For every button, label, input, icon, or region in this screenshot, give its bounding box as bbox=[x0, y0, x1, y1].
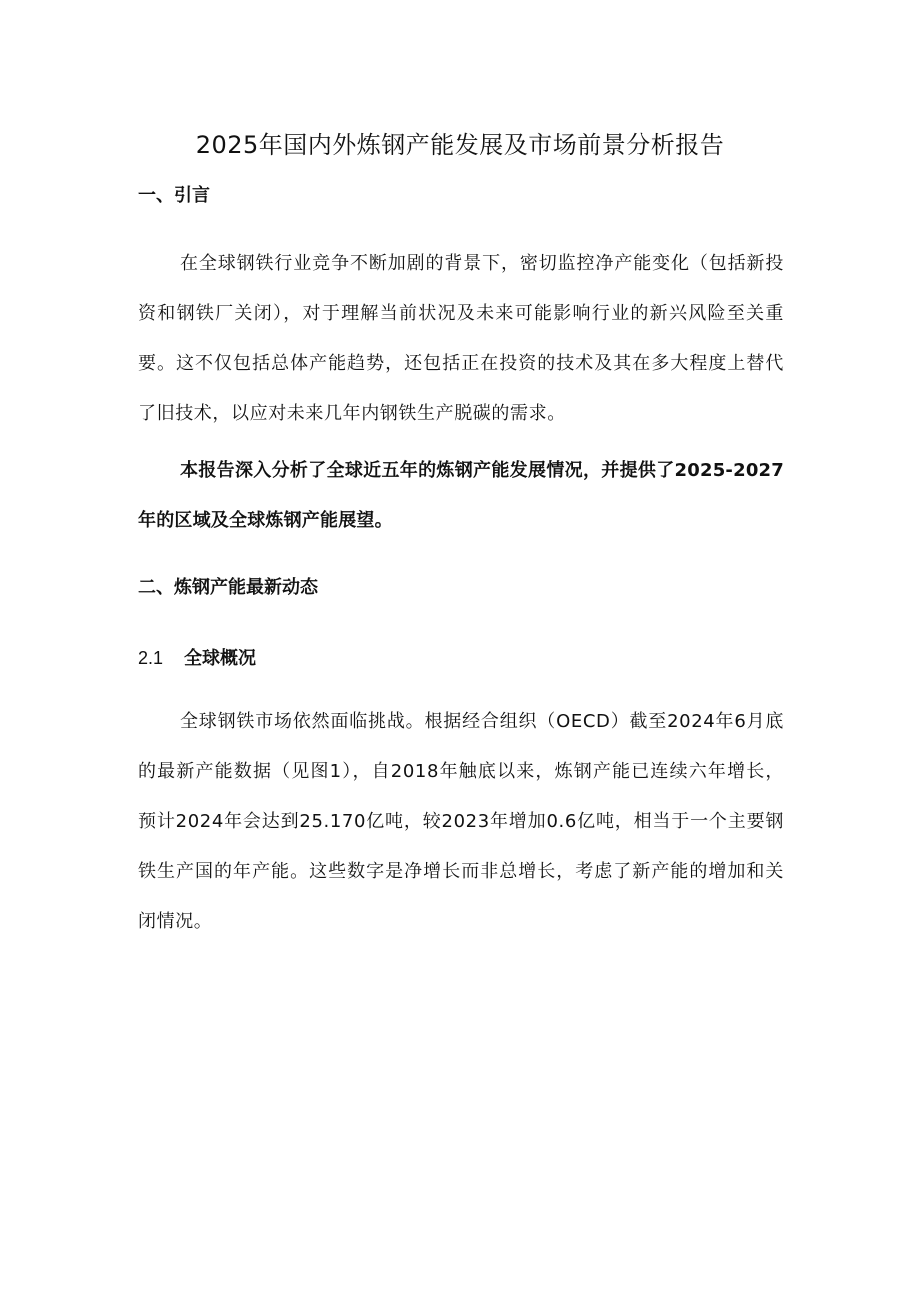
subsection-number: 2.1 bbox=[138, 648, 164, 668]
subsection-heading-global-overview bbox=[138, 645, 256, 672]
global-overview-paragraph: 全球钢铁市场依然面临挑战。根据经合组织（OECD）截至2024年6月底的最新产能数据（见图1），自2018年触底以来，炼钢产能已连续六年增长，预计2024年会达到25.170亿吨，较2023年增加0.6亿吨，相当于一个主要钢铁生产国的年产能。这些数字是净增长而非总增长，考虑了新产能的增加和关闭情况。 bbox=[138, 711, 784, 932]
document-title: 2025年国内外炼钢产能发展及市场前景分析报告 bbox=[195, 131, 725, 160]
section-heading-introduction: 一、引言 bbox=[138, 185, 210, 206]
report-summary-paragraph: 本报告深入分析了全球近五年的炼钢产能发展情况，并提供了2025-2027年的区域及全球炼钢产能展望。 bbox=[138, 460, 784, 531]
introduction-paragraph: 在全球钢铁行业竞争不断加剧的背景下，密切监控净产能变化（包括新投资和钢铁厂关闭），对于理解当前状况及未来可能影响行业的新兴风险至关重要。这不仅包括总体产能趋势，还包括正在投资的技术及其在多大程度上替代了旧技术，以应对未来几年内钢铁生产脱碳的需求。 bbox=[138, 253, 784, 424]
subsection-title: 全球概况 bbox=[184, 648, 256, 669]
section-heading-latest-developments: 二、炼钢产能最新动态 bbox=[138, 577, 318, 598]
